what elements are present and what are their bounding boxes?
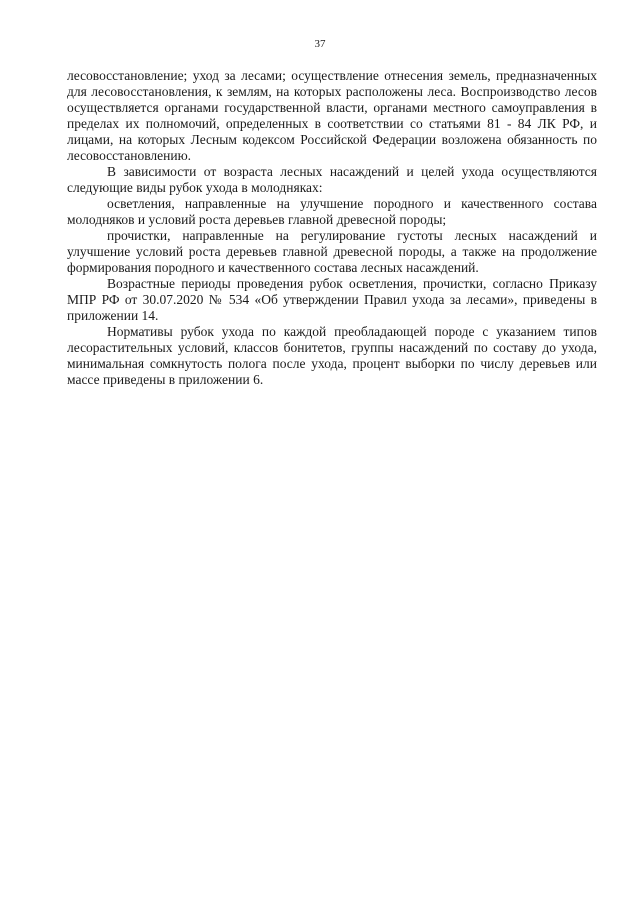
paragraph-thinning-norms: Нормативы рубок ухода по каждой преобладающей породе с указанием типов лесорастительных условий, классов бонитетов, группы насаждений по составу до ухода, минимальная сомкнутость полога после ухода, процент выборки по числу деревьев или массе приведены в приложении 6.: [67, 324, 597, 387]
document-body: [67, 68, 597, 388]
paragraph-age-periods: Возрастные периоды проведения рубок осветления, прочистки, согласно Приказу МПР РФ от 30.07.2020 № 534 «Об утверждении Правил ухода за лесами», приведены в приложении 14.: [67, 276, 597, 323]
page-number: 37: [314, 38, 326, 50]
paragraph-clearing: осветления, направленные на улучшение породного и качественного состава молодняков и условий роста деревьев главной древесной породы;: [67, 196, 597, 227]
paragraph-thinning-types-intro: В зависимости от возраста лесных насаждений и целей ухода осуществляются следующие виды рубок ухода в молодняках:: [67, 164, 597, 195]
paragraph-reforestation: лесовосстановление; уход за лесами; осуществление отнесения земель, предназначенных для лесовосстановления, к землям, на которых расположены леса. Воспроизводство лесов осуществляется органами государственной власти, органами местного самоуправления в пределах их полномочий, определенных в соответствии со статьями 81 - 84 ЛК РФ, и лицами, на которых Лесным кодексом Российской Федерации возложена обязанность по лесовосстановлению.: [67, 68, 597, 163]
paragraph-cleaning: прочистки, направленные на регулирование густоты лесных насаждений и улучшение условий роста деревьев главной древесной породы, а также на продолжение формирования породного и качественного состава лесных насаждений.: [67, 228, 597, 275]
